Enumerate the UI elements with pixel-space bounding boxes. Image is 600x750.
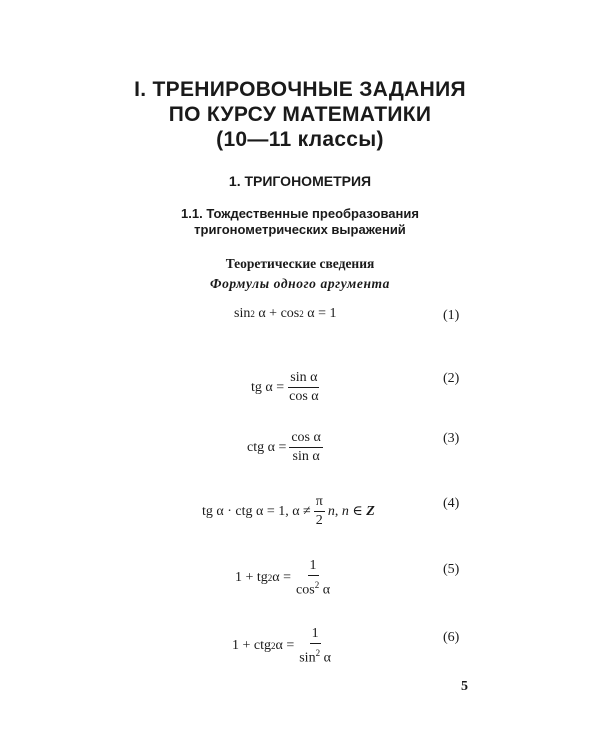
formula-1-number: (1)	[443, 308, 460, 323]
formula-5: 1 + tg 2 α = $\frac{1}{\cos^2 \alpha}$	[235, 558, 331, 598]
formula-4-number: (4)	[443, 496, 460, 511]
formula-3: ctg α = $\frac{\text{cos α}}{\text{sin α}}$	[247, 430, 321, 464]
formulas-heading: Формулы одного аргумента	[210, 276, 390, 291]
formula-6-number: (6)	[443, 630, 460, 645]
chapter-title-line-3: (10—11 классы)	[216, 128, 384, 151]
fraction: $\frac{\text{cos α}}{\text{sin α}}$	[291, 430, 321, 464]
fraction: $\frac{\text{sin α}}{\text{cos α}}$	[289, 370, 319, 404]
formula-5-number: (5)	[443, 562, 460, 577]
chapter-title-line-1: I. ТРЕНИРОВОЧНЫЕ ЗАДАНИЯ	[134, 78, 466, 101]
subsection-title-line-1: 1.1. Тождественные преобразования	[181, 206, 419, 221]
theory-heading: Теоретические сведения	[225, 256, 375, 271]
chapter-title-line-2: ПО КУРСУ МАТЕМАТИКИ	[168, 103, 432, 126]
formula-2-number: (2)	[443, 371, 460, 386]
formula-6: 1 + ctg 2 α = $\frac{1}{\sin^2 \alpha}$	[232, 626, 331, 666]
section-title: 1. ТРИГОНОМЕТРИЯ	[228, 173, 372, 189]
formula-3-number: (3)	[443, 431, 460, 446]
formula-4: tg α · ctg α = 1, α ≠ $\frac{\pi}{2}$ n , n ∈ Z	[202, 494, 375, 528]
formula-1: sin 2 α + cos 2 α = 1	[234, 306, 337, 321]
fraction: $\frac{1}{\cos^2 \alpha}$	[296, 558, 331, 598]
subsection-title-line-2: тригонометрических выражений	[194, 222, 406, 237]
page-number: 5	[461, 679, 468, 694]
formula-2: tg α = $\frac{\text{sin α}}{\text{cos α}}$	[251, 370, 319, 404]
fraction: $\frac{\pi}{2}$	[315, 494, 323, 528]
fraction: $\frac{1}{\sin^2 \alpha}$	[299, 626, 331, 666]
